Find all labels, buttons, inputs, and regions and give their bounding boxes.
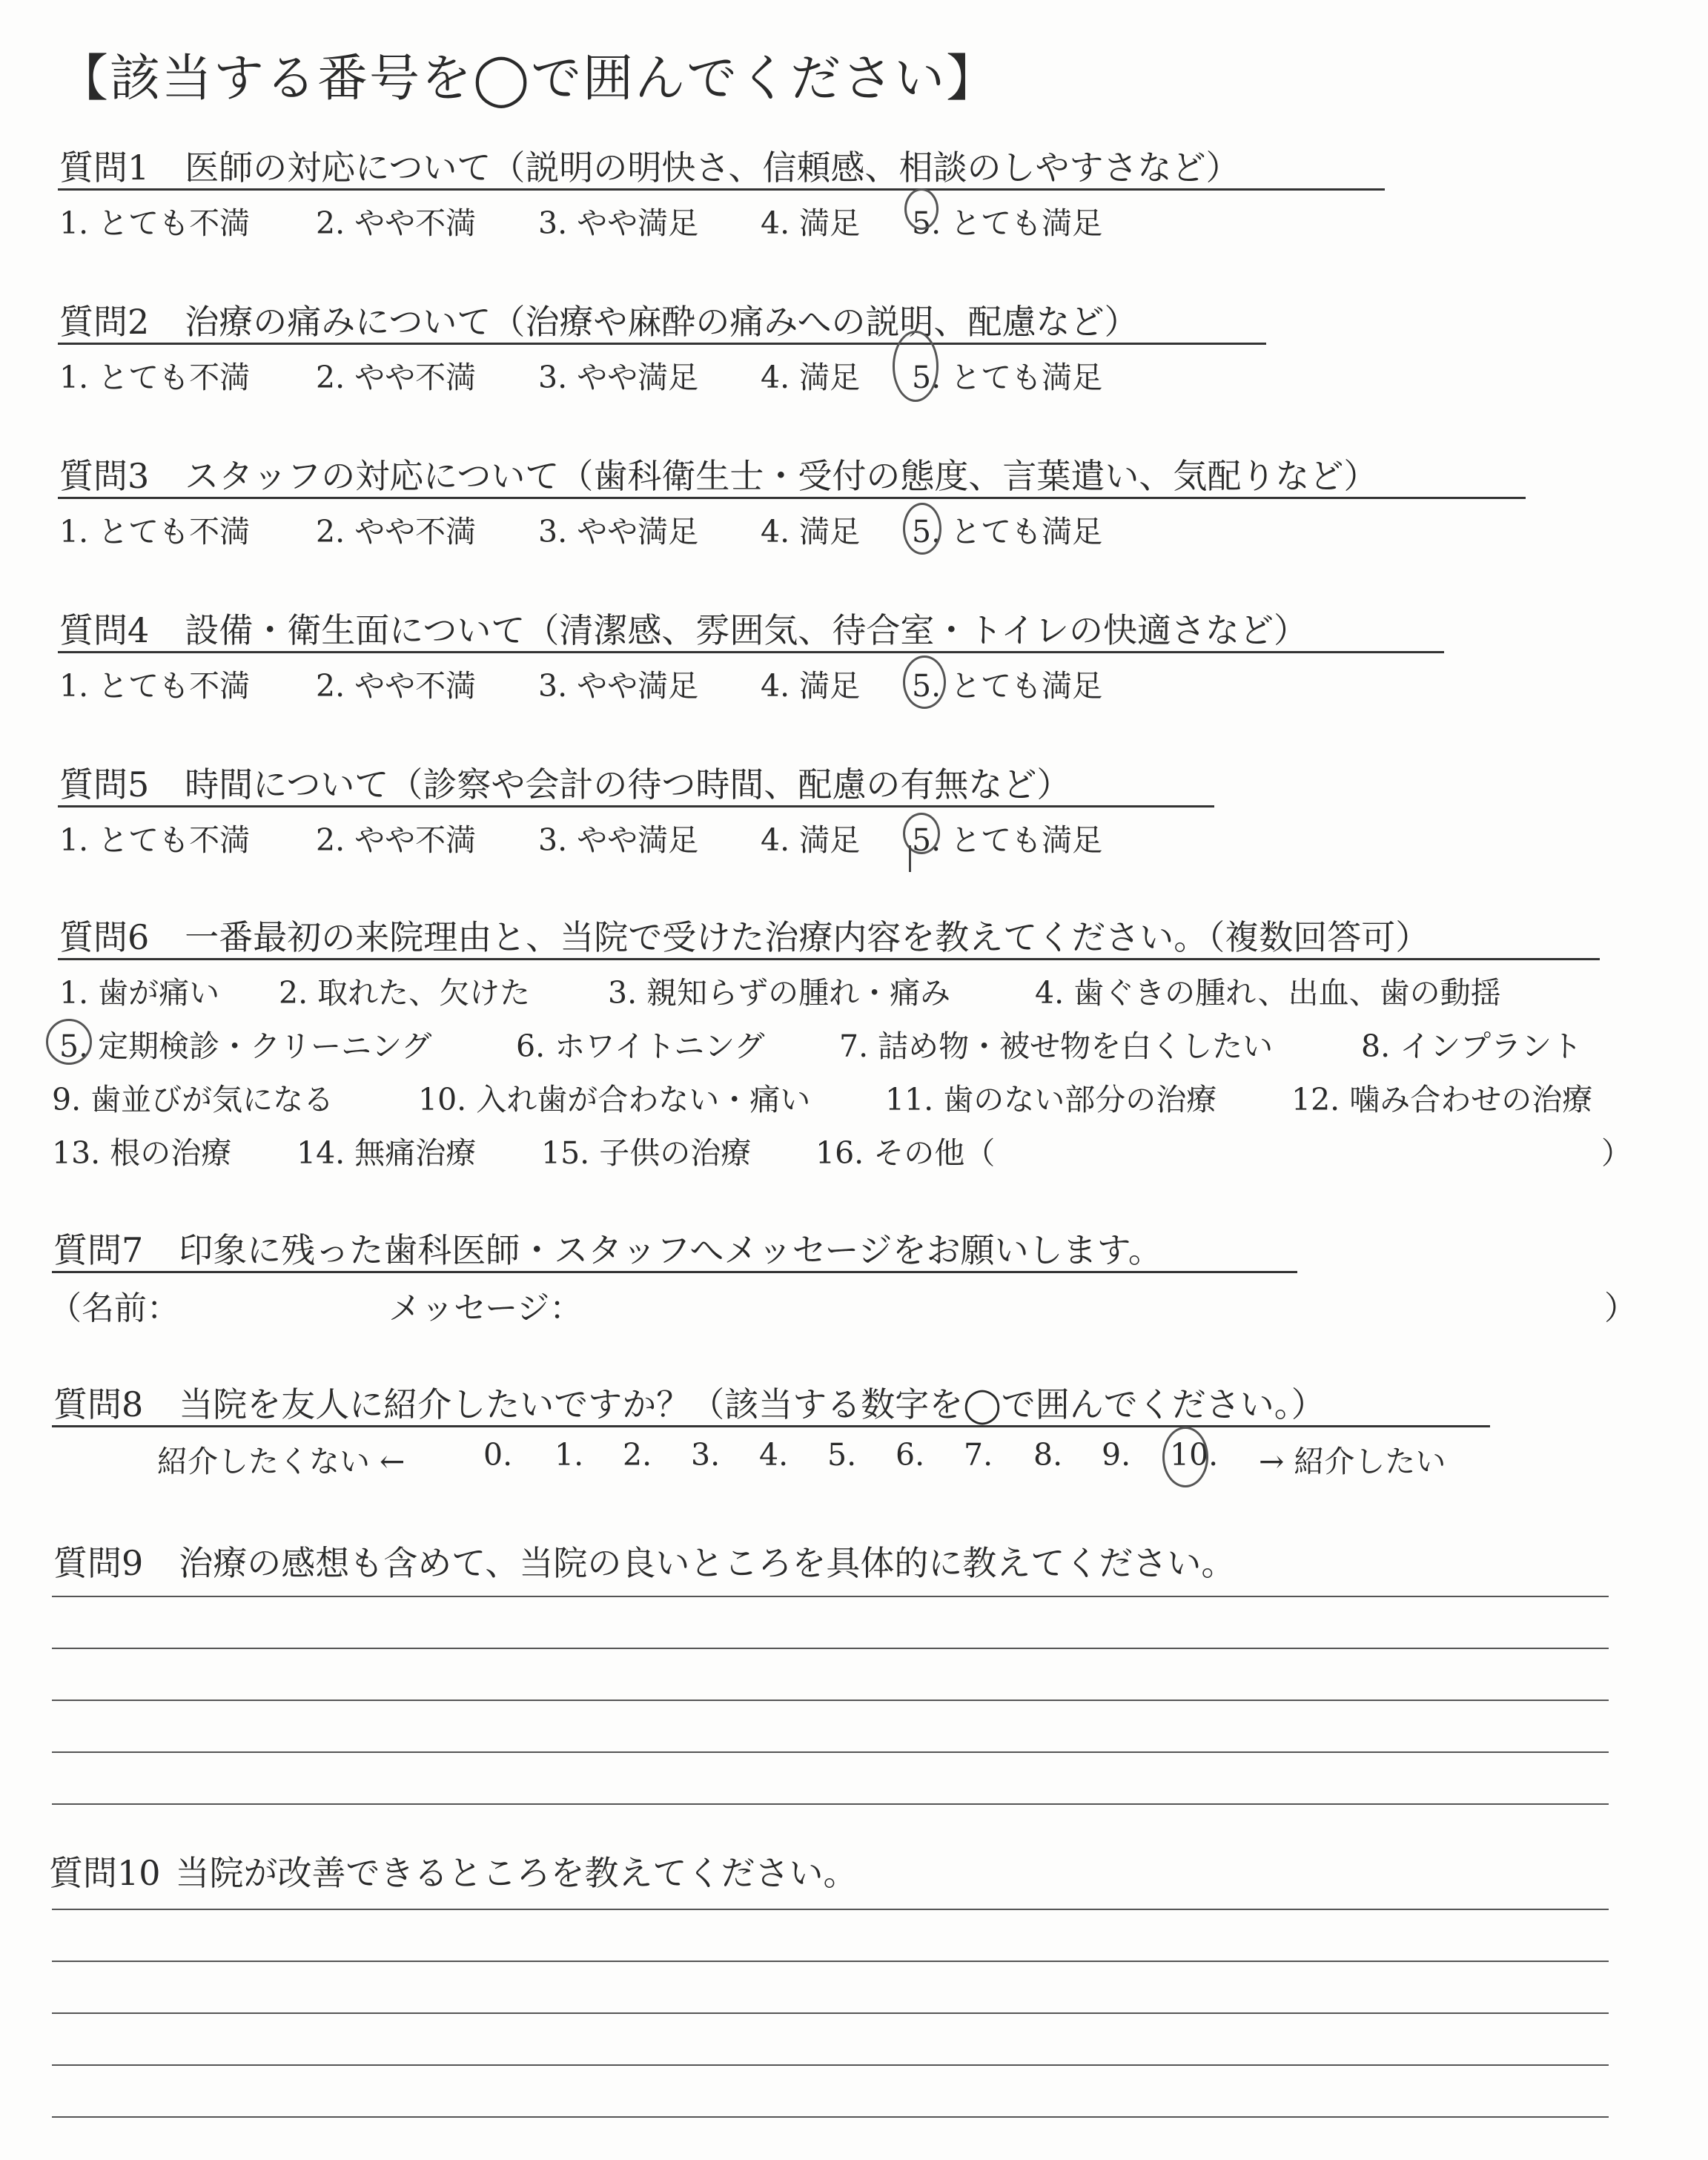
q10-answer-line-1[interactable] <box>52 1909 1609 1910</box>
question-2-number: 質問2 <box>59 302 150 342</box>
question-3-number: 質問3 <box>59 456 150 496</box>
q1-option-4[interactable]: 4. 満足 <box>761 205 861 241</box>
q4-option-3[interactable]: 3. やや満足 <box>538 668 699 704</box>
q8-left-label: 紹介したくない ← <box>157 1444 406 1479</box>
q1-option-1[interactable]: 1. とても不満 <box>59 205 251 241</box>
q2-option-2[interactable]: 2. やや不満 <box>316 360 477 395</box>
q10-answer-line-2[interactable] <box>52 1961 1609 1962</box>
question-5-number: 質問5 <box>59 764 150 805</box>
q6-option-2[interactable]: 2. 取れた、欠けた <box>279 975 531 1011</box>
question-10-number: 質問10 <box>49 1853 161 1893</box>
q6-option-1[interactable]: 1. 歯が痛い <box>59 975 220 1011</box>
q8-score-4[interactable]: 4. <box>759 1437 789 1473</box>
q6-option-5[interactable]: 5. 定期検診・クリーニング <box>59 1028 432 1064</box>
q8-score-6[interactable]: 6. <box>896 1437 925 1473</box>
question-5-underline <box>58 805 1214 807</box>
q3-selected-circle <box>903 503 941 555</box>
q4-option-5[interactable]: 5. とても満足 <box>912 668 1103 704</box>
q2-option-3[interactable]: 3. やや満足 <box>538 360 699 395</box>
question-3-text: スタッフの対応について（歯科衛生士・受付の態度、言葉遣い、気配りなど） <box>185 456 1378 496</box>
q9-answer-line-5[interactable] <box>52 1803 1609 1805</box>
question-3-underline <box>58 497 1526 499</box>
q9-answer-line-4[interactable] <box>52 1751 1609 1753</box>
q6-option-6[interactable]: 6. ホワイトニング <box>516 1028 765 1064</box>
q4-option-1[interactable]: 1. とても不満 <box>59 668 251 704</box>
q2-option-4[interactable]: 4. 満足 <box>761 360 861 395</box>
q8-score-1[interactable]: 1. <box>555 1437 584 1473</box>
question-8-text: 当院を友人に紹介したいですか？（該当する数字を◯で囲んでください。） <box>179 1384 1325 1424</box>
question-7-underline <box>52 1271 1297 1273</box>
question-7-text: 印象に残った歯科医師・スタッフへメッセージをお願いします。 <box>179 1230 1162 1270</box>
q2-option-5[interactable]: 5. とても満足 <box>912 360 1103 395</box>
q9-answer-line-2[interactable] <box>52 1648 1609 1649</box>
q5-option-4[interactable]: 4. 満足 <box>761 822 861 858</box>
question-8-number: 質問8 <box>53 1384 144 1424</box>
q6-option-3[interactable]: 3. 親知らずの腫れ・痛み <box>608 975 951 1011</box>
question-1-underline <box>58 188 1385 191</box>
question-2-text: 治療の痛みについて（治療や麻酔の痛みへの説明、配慮など） <box>185 302 1139 342</box>
question-1-number: 質問1 <box>59 148 150 188</box>
q1-option-3[interactable]: 3. やや満足 <box>538 205 699 241</box>
q8-score-8[interactable]: 8. <box>1033 1437 1063 1473</box>
q10-answer-line-4[interactable] <box>52 2064 1609 2066</box>
q3-option-3[interactable]: 3. やや満足 <box>538 514 699 549</box>
q6-option-12[interactable]: 12. 噛み合わせの治療 <box>1291 1082 1593 1117</box>
question-6-text: 一番最初の来院理由と、当院で受けた治療内容を教えてください。（複数回答可） <box>185 917 1430 957</box>
q3-option-1[interactable]: 1. とても不満 <box>59 514 251 549</box>
q5-option-3[interactable]: 3. やや満足 <box>538 822 699 858</box>
q1-option-5[interactable]: 5. とても満足 <box>912 205 1103 241</box>
q8-score-9[interactable]: 9. <box>1102 1437 1131 1473</box>
q6-other-close-paren: ） <box>1601 1135 1632 1171</box>
question-5-text: 時間について（診察や会計の待つ時間、配慮の有無など） <box>185 764 1071 805</box>
question-9-title <box>53 1536 1235 1594</box>
q8-score-10[interactable]: 10. <box>1170 1437 1219 1473</box>
q1-selected-circle <box>904 188 939 230</box>
q6-option-10[interactable]: 10. 入れ歯が合わない・痛い <box>418 1082 811 1117</box>
q6-option-11[interactable]: 11. 歯のない部分の治療 <box>885 1082 1217 1117</box>
q5-option-1[interactable]: 1. とても不満 <box>59 822 251 858</box>
question-1-text: 医師の対応について（説明の明快さ、信頼感、相談のしやすさなど） <box>185 148 1240 188</box>
q4-option-2[interactable]: 2. やや不満 <box>316 668 477 704</box>
q2-selected-circle <box>893 331 939 402</box>
question-4-underline <box>58 651 1444 653</box>
question-10-text: 当院が改善できるところを教えてください。 <box>175 1853 858 1893</box>
question-10-title <box>49 1846 858 1904</box>
question-4-text: 設備・衛生面について（清潔感、雰囲気、待合室・トイレの快適さなど） <box>185 610 1308 650</box>
q10-answer-line-5[interactable] <box>52 2116 1609 2118</box>
q7-message-label[interactable]: メッセージ： <box>388 1289 583 1327</box>
question-8-underline <box>52 1425 1490 1427</box>
question-6-underline <box>58 958 1600 960</box>
q6-option-7[interactable]: 7. 詰め物・被せ物を白くしたい <box>839 1028 1274 1064</box>
question-9-number: 質問9 <box>53 1543 144 1583</box>
q3-option-2[interactable]: 2. やや不満 <box>316 514 477 549</box>
q8-score-5[interactable]: 5. <box>827 1437 857 1473</box>
q8-score-0[interactable]: 0. <box>483 1437 513 1473</box>
q6-option-8[interactable]: 8. インプラント <box>1361 1028 1583 1064</box>
q9-answer-line-1[interactable] <box>52 1596 1609 1597</box>
q7-name-label[interactable]: （名前： <box>49 1289 179 1327</box>
instruction-heading: 【該当する番号を◯で囲んでください】 <box>58 50 999 108</box>
q10-answer-line-3[interactable] <box>52 2012 1609 2014</box>
q8-score-2[interactable]: 2. <box>623 1437 652 1473</box>
question-9-text: 治療の感想も含めて、当院の良いところを具体的に教えてください。 <box>179 1543 1236 1583</box>
q8-right-label: → 紹介したい <box>1259 1444 1446 1479</box>
q8-score-3[interactable]: 3. <box>691 1437 721 1473</box>
q9-answer-line-3[interactable] <box>52 1700 1609 1701</box>
q6-option-9[interactable]: 9. 歯並びが気になる <box>52 1082 334 1117</box>
q5-option-5[interactable]: 5. とても満足 <box>912 822 1103 858</box>
q3-option-4[interactable]: 4. 満足 <box>761 514 861 549</box>
q7-close-paren: ） <box>1604 1289 1637 1327</box>
q6-option-16[interactable]: 16. その他（ <box>815 1135 996 1171</box>
question-2-underline <box>58 343 1266 345</box>
question-7-number: 質問7 <box>53 1230 144 1270</box>
q6-option-13[interactable]: 13. 根の治療 <box>52 1135 232 1171</box>
q4-option-4[interactable]: 4. 満足 <box>761 668 861 704</box>
q4-selected-circle <box>903 655 946 709</box>
q6-selected-circle <box>46 1019 92 1065</box>
question-6-number: 質問6 <box>59 917 150 957</box>
q6-option-14[interactable]: 14. 無痛治療 <box>297 1135 477 1171</box>
q3-option-5[interactable]: 5. とても満足 <box>912 514 1103 549</box>
q2-option-1[interactable]: 1. とても不満 <box>59 360 251 395</box>
question-4-number: 質問4 <box>59 610 150 650</box>
q1-option-2[interactable]: 2. やや不満 <box>316 205 477 241</box>
q6-option-15[interactable]: 15. 子供の治療 <box>541 1135 752 1171</box>
q5-pen-stroke <box>909 845 911 872</box>
q5-option-2[interactable]: 2. やや不満 <box>316 822 477 858</box>
q8-score-7[interactable]: 7. <box>964 1437 993 1473</box>
q6-option-4[interactable]: 4. 歯ぐきの腫れ、出血、歯の動揺 <box>1035 975 1501 1011</box>
q8-selected-circle <box>1162 1427 1208 1487</box>
